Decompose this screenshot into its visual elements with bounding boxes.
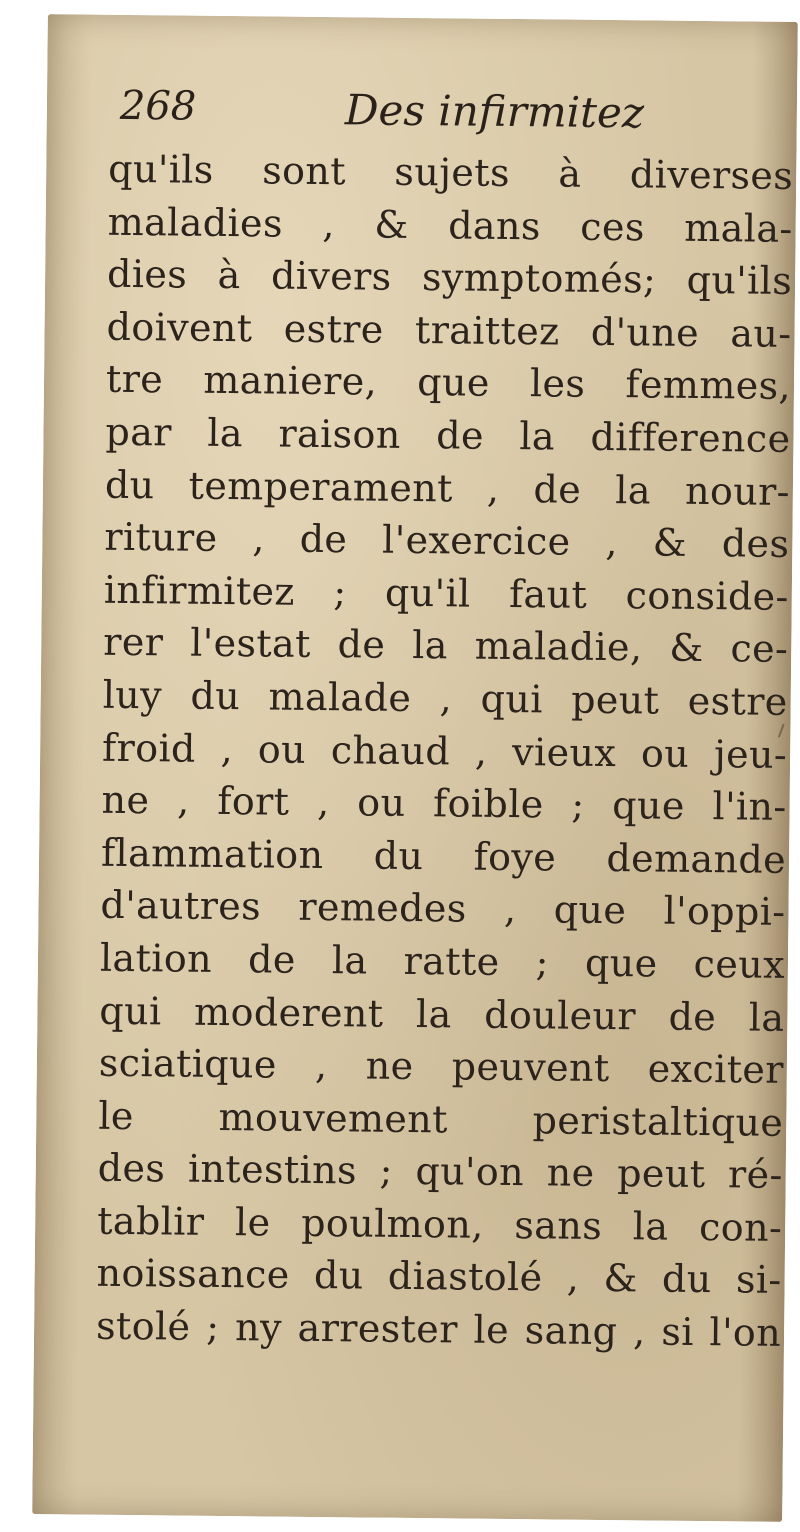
text-line: dies à divers symptomés; qu'ils [106,251,793,304]
text-line: noissance du diastolé , & du si- [96,1251,782,1303]
book-page [32,14,798,1522]
text-line: flammation du foye demande [100,830,787,882]
text-line: infirmitez ; qu'il faut conside- [103,567,790,619]
text-line: luy du malade , qui peut estre [102,672,788,724]
text-line: froid , ou chaud , vieux ou jeu- [101,725,788,777]
text-line: du temperament , de la nour- [104,462,791,514]
running-title: Des infirmitez [344,85,645,138]
text-line: sciatique , ne peuvent exciter [98,1040,785,1092]
page-number: 268 [119,82,197,130]
text-line: le mouvement peristaltique [98,1093,784,1145]
text-line: par la raison de la difference [105,409,791,461]
text-line: ne , fort , ou foible ; que l'in- [101,777,787,830]
text-line: des intestins ; qu'on ne peut ré- [97,1145,783,1198]
text-line: lation de la ratte ; que ceux [99,935,786,987]
text-line: tablir le poulmon, sans la con- [97,1198,783,1250]
text-line: maladies , & dans ces mala- [107,199,793,251]
text-line: d'autres remedes , que l'oppi- [100,883,786,935]
text-line: qui moderent la douleur de la [99,988,785,1040]
body-text [96,143,794,1360]
text-line: riture , de l'exercice , & des [104,514,790,567]
text-line: doivent estre traittez d'une au- [106,304,792,356]
text-line: tre maniere, que les femmes, [105,357,792,409]
page-header [120,83,681,149]
text-line: stolé ; ny arrester le sang , si l'on [95,1303,782,1355]
text-line: qu'ils sont sujets à diverses [108,146,794,198]
text-line: rer l'estat de la maladie, & ce- [103,620,789,672]
